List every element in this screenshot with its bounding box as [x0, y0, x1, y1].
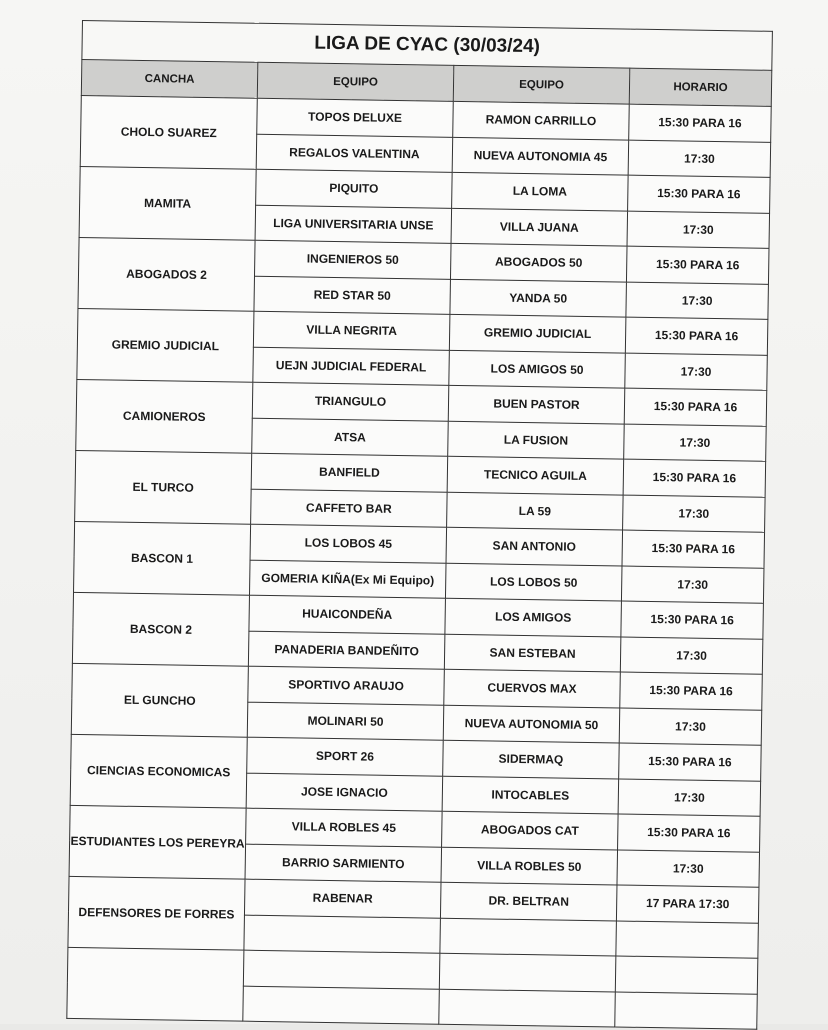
venue-name: DEFENSORES DE FORRES [68, 876, 245, 950]
match-time-cell: 15:30 PARA 16 [619, 743, 762, 781]
column-header-equipo-away: EQUIPO [453, 65, 630, 104]
away-team-cell: VILLA ROBLES 50 [441, 847, 618, 885]
away-team-cell [440, 918, 617, 956]
away-team-cell: YANDA 50 [450, 279, 627, 317]
away-team-cell: LOS AMIGOS [445, 598, 622, 636]
fixture-sheet [66, 20, 772, 1030]
venue-name: GREMIO JUDICIAL [77, 308, 254, 382]
home-team-cell: BANFIELD [251, 453, 448, 492]
home-team-cell: VILLA NEGRITA [253, 311, 450, 350]
match-time-cell: 15:30 PARA 16 [620, 672, 763, 710]
away-team-cell: DR. BELTRAN [440, 882, 617, 920]
match-time-cell: 15:30 PARA 16 [625, 317, 768, 355]
away-team-cell: BUEN PASTOR [448, 385, 625, 423]
home-team-cell: GOMERIA KIÑA(Ex Mi Equipo) [249, 560, 446, 599]
away-team-cell: VILLA JUANA [451, 208, 628, 246]
page-title: LIGA DE CYAC (30/03/24) [82, 21, 773, 71]
match-time-cell: 15:30 PARA 16 [621, 601, 764, 639]
away-team-cell: NUEVA AUTONOMIA 50 [443, 705, 620, 743]
home-team-cell: LOS LOBOS 45 [250, 524, 447, 563]
match-time-cell: 15:30 PARA 16 [622, 530, 765, 568]
venue-name: EL TURCO [75, 450, 252, 524]
venue-name: CAMIONEROS [76, 379, 253, 453]
away-team-cell [439, 953, 616, 991]
match-time-cell: 17:30 [623, 495, 766, 533]
match-time-cell: 17:30 [626, 282, 769, 320]
away-team-cell: CUERVOS MAX [444, 669, 621, 707]
venue-name: ESTUDIANTES LOS PEREYRA [69, 805, 246, 879]
column-header-horario: HORARIO [629, 68, 772, 106]
away-team-cell: SAN ESTEBAN [444, 634, 621, 672]
away-team-cell: LOS LOBOS 50 [445, 563, 622, 601]
home-team-cell: HUAICONDEÑA [249, 595, 446, 634]
match-time-cell: 17 PARA 17:30 [616, 885, 759, 923]
venue-name: MAMITA [79, 166, 256, 240]
home-team-cell: PIQUITO [256, 169, 453, 208]
match-time-cell: 17:30 [628, 140, 771, 178]
match-time-cell: 15:30 PARA 16 [623, 459, 766, 497]
match-time-cell: 17:30 [627, 211, 770, 249]
column-header-equipo-home: EQUIPO [257, 62, 454, 101]
away-team-cell: LA FUSION [448, 421, 625, 459]
venue-name: BASCON 1 [74, 521, 251, 595]
home-team-cell: PANADERIA BANDEÑITO [248, 631, 445, 670]
home-team-cell: JOSE IGNACIO [246, 773, 443, 812]
venue-name: ABOGADOS 2 [78, 237, 255, 311]
home-team-cell [243, 950, 440, 989]
away-team-cell: LOS AMIGOS 50 [449, 350, 626, 388]
away-team-cell: INTOCABLES [442, 776, 619, 814]
home-team-cell: RABENAR [244, 879, 441, 918]
home-team-cell [243, 986, 440, 1025]
home-team-cell: RED STAR 50 [254, 276, 451, 315]
home-team-cell: SPORT 26 [247, 737, 444, 776]
away-team-cell: TECNICO AGUILA [447, 456, 624, 494]
home-team-cell: SPORTIVO ARAUJO [248, 666, 445, 705]
away-team-cell: SAN ANTONIO [446, 527, 623, 565]
away-team-cell: ABOGADOS CAT [442, 811, 619, 849]
column-header-cancha: CANCHA [81, 60, 258, 99]
away-team-cell [439, 989, 616, 1027]
venue-name [67, 947, 244, 1021]
away-team-cell: GREMIO JUDICIAL [449, 314, 626, 352]
away-team-cell: NUEVA AUTONOMIA 45 [452, 137, 629, 175]
match-time-cell [615, 956, 758, 994]
match-time-cell: 17:30 [618, 779, 761, 817]
home-team-cell: CAFFETO BAR [251, 489, 448, 528]
away-team-cell: LA LOMA [452, 172, 629, 210]
home-team-cell: BARRIO SARMIENTO [245, 844, 442, 883]
match-time-cell: 17:30 [617, 850, 760, 888]
match-time-cell: 15:30 PARA 16 [628, 175, 771, 213]
venue-name: EL GUNCHO [71, 663, 248, 737]
home-team-cell: MOLINARI 50 [247, 702, 444, 741]
match-time-cell: 17:30 [620, 637, 763, 675]
away-team-cell: RAMON CARRILLO [453, 101, 630, 139]
match-time-cell: 17:30 [625, 353, 768, 391]
home-team-cell: LIGA UNIVERSITARIA UNSE [255, 205, 452, 244]
match-time-cell: 15:30 PARA 16 [618, 814, 761, 852]
match-time-cell: 15:30 PARA 16 [626, 246, 769, 284]
away-team-cell: LA 59 [447, 492, 624, 530]
match-time-cell: 17:30 [619, 708, 762, 746]
home-team-cell: REGALOS VALENTINA [256, 134, 453, 173]
home-team-cell [244, 915, 441, 954]
home-team-cell: TOPOS DELUXE [257, 98, 454, 137]
match-time-cell [616, 921, 759, 959]
away-team-cell: ABOGADOS 50 [450, 243, 627, 281]
match-time-cell: 15:30 PARA 16 [624, 388, 767, 426]
home-team-cell: ATSA [252, 418, 449, 457]
home-team-cell: INGENIEROS 50 [255, 240, 452, 279]
fixture-table [66, 20, 773, 1030]
home-team-cell: TRIANGULO [252, 382, 449, 421]
match-time-cell: 17:30 [624, 424, 767, 462]
match-time-cell: 17:30 [621, 566, 764, 604]
away-team-cell: SIDERMAQ [443, 740, 620, 778]
home-team-cell: UEJN JUDICIAL FEDERAL [253, 347, 450, 386]
home-team-cell: VILLA ROBLES 45 [246, 808, 443, 847]
match-time-cell: 15:30 PARA 16 [629, 104, 772, 142]
venue-name: CHOLO SUAREZ [80, 95, 257, 169]
fixture-body [67, 95, 771, 1029]
venue-name: BASCON 2 [72, 592, 249, 666]
venue-name: CIENCIAS ECONOMICAS [70, 734, 247, 808]
